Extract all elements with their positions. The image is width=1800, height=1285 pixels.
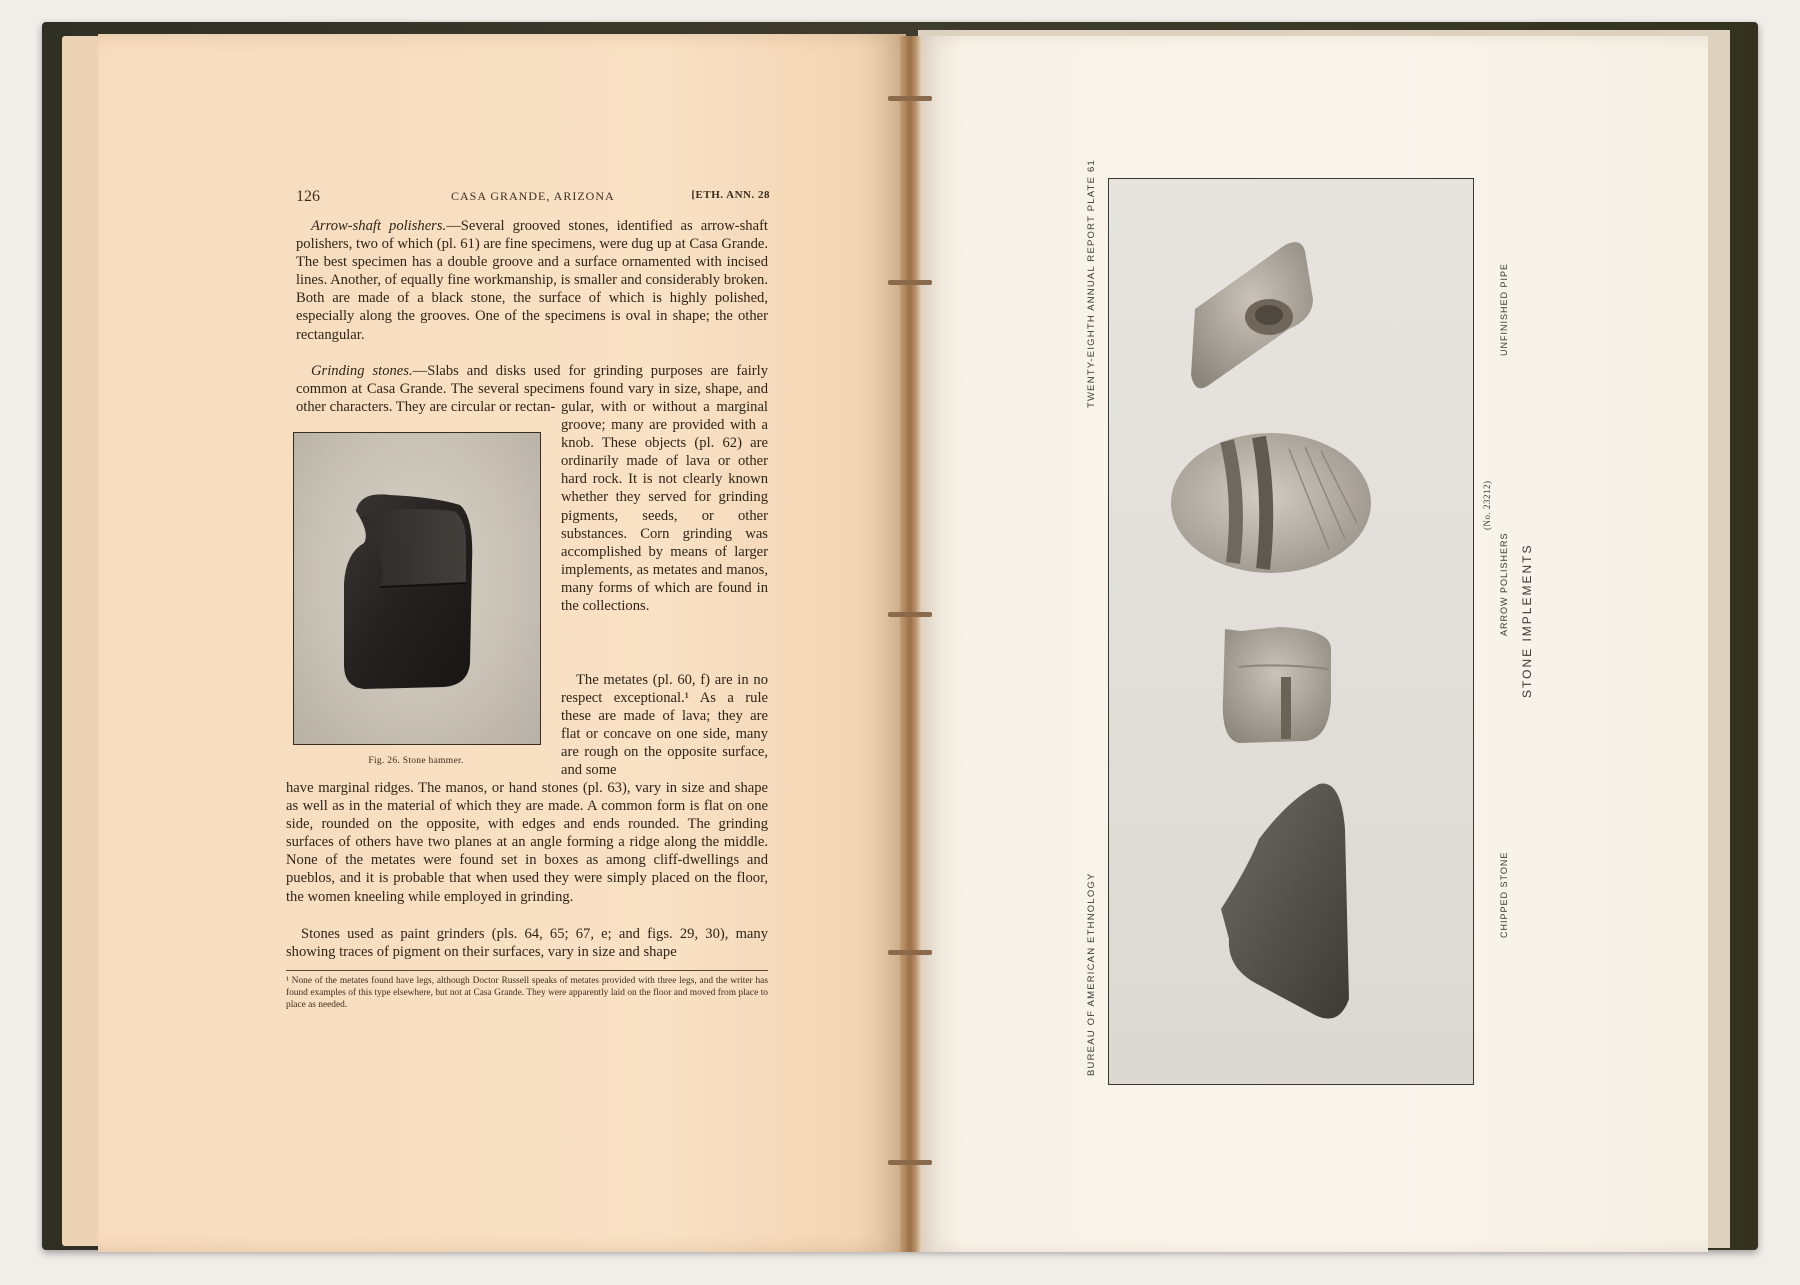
stone-hammer-image xyxy=(294,433,540,744)
paragraph-heading: Grinding stones. xyxy=(311,363,413,379)
plate-photograph xyxy=(1108,178,1474,1085)
label-arrow-polishers: ARROW POLISHERS xyxy=(1499,532,1509,636)
page-number: 126 xyxy=(296,188,320,205)
binding-stitch xyxy=(888,612,932,617)
paragraph-arrow-shaft-polishers xyxy=(296,217,768,344)
stone-implements-image xyxy=(1109,179,1473,1084)
running-title: CASA GRANDE, ARIZONA xyxy=(451,189,615,203)
paragraph-grinding-stones-continued: gular, with or without a marginal groove; many are provided with a knob. These objects (pl. 62) are ordinarily made of lava or other hard rock. It is not clearly known whether they served for grinding pigments, seeds, or other substances. Corn grinding was accomplished by means of larger implements, as metates and manos, many forms of which are found in the collections. xyxy=(561,399,768,615)
catalog-number: (No. 23212) xyxy=(1482,480,1492,530)
arrow-polisher-oval-stone xyxy=(1171,433,1371,573)
running-series: [ETH. ANN. 28 xyxy=(691,189,770,201)
paragraph-metates: The metates (pl. 60, f) are in no respect exceptional.¹ As a rule these are made of lava; they are flat or concave on one side, many are rough on the opposite surface, and some xyxy=(561,672,768,779)
stone-hammer-figure xyxy=(293,432,541,745)
binding-stitch xyxy=(888,1160,932,1165)
chipped-stone xyxy=(1221,784,1349,1019)
arrow-polisher-rectangular-stone xyxy=(1223,627,1331,743)
plate-title: STONE IMPLEMENTS xyxy=(1520,543,1534,698)
binding-stitch xyxy=(888,950,932,955)
binding-stitch xyxy=(888,280,932,285)
running-head xyxy=(296,188,770,208)
paragraph-manos: have marginal ridges. The manos, or hand stones (pl. 63), vary in size and shape as well as in the material of which they are made. A common form is flat on one side, rounded on the opposite, with edges and ends rounded. The grinding surfaces of others have two planes at an angle forming a ridge along the middle. None of the metates were found set in boxes as among cliff-dwellings and pueblos, and it is probable that when used they were simply placed on the floor, the women kneeling while employed in grinding. xyxy=(286,780,768,905)
footnote: ¹ None of the metates found have legs, although Doctor Russell speaks of metates provided with three legs, and the writer has found examples of this type elsewhere, but not at Casa Grande. They were apparently laid on the floor and moved from place to place as needed. xyxy=(286,976,768,1010)
footnote-divider xyxy=(286,970,768,971)
label-chipped-stone: CHIPPED STONE xyxy=(1499,851,1509,938)
paragraph-heading: Arrow-shaft polishers. xyxy=(311,218,447,234)
plate-series-label: TWENTY-EIGHTH ANNUAL REPORT PLATE 61 xyxy=(1086,159,1097,408)
unfinished-pipe-stone xyxy=(1191,242,1313,388)
paragraph-text: —Slabs and disks used for grinding purposes are fairly common at Casa Grande. The several specimens found vary in size, shape, and other characters. They are circular or rectan- xyxy=(296,363,768,416)
binding-stitch xyxy=(888,96,932,101)
paragraph-text: —Several grooved stones, identified as arrow-shaft polishers, two of which (pl. 61) are fine specimens, were dug up at Casa Grande. The best specimen has a double groove and a surface ornamented with incised lines. Another, of equally fine workmanship, is smaller and considerably broken. Both are made of a black stone, the surface of which is highly polished, especially along the grooves. One of the specimens is oval in shape; the other rectangular. xyxy=(296,218,768,343)
book-gutter xyxy=(900,36,922,1252)
plate-bureau-label: BUREAU OF AMERICAN ETHNOLOGY xyxy=(1086,872,1097,1076)
label-unfinished-pipe: UNFINISHED PIPE xyxy=(1499,262,1509,356)
figure-caption: Fig. 26. Stone hammer. xyxy=(368,756,464,766)
paragraph-paint-grinders: Stones used as paint grinders (pls. 64, 65; 67, e; and figs. 29, 30), many showing traces of pigment on their surfaces, vary in size and shape xyxy=(286,926,768,961)
